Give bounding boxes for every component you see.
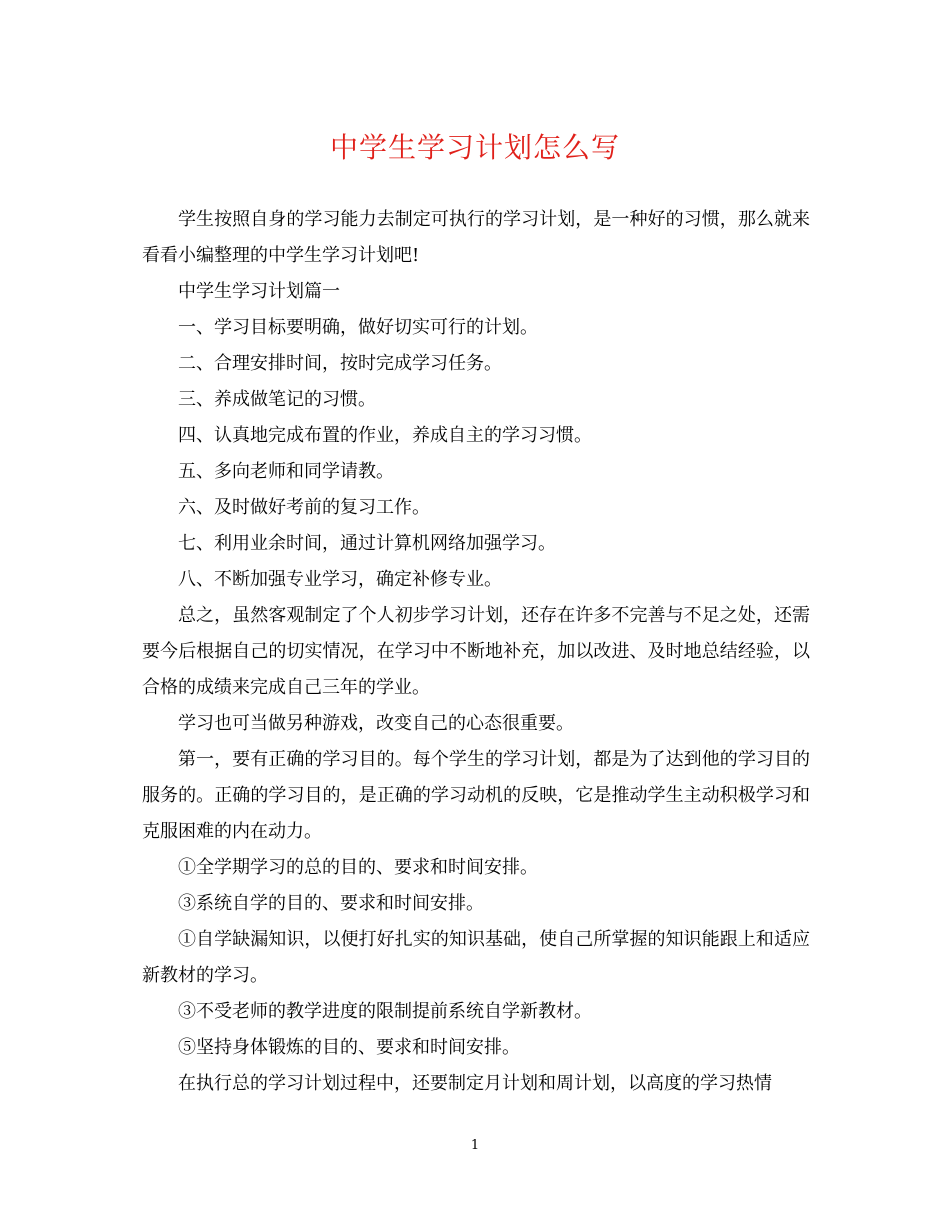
list-item: 三、养成做笔记的习惯。 [178, 389, 376, 410]
list-item: 二、合理安排时间，按时完成学习任务。 [178, 353, 502, 374]
list-item: 七、利用业余时间，通过计算机网络加强学习。 [178, 533, 556, 554]
page-number: 1 [470, 1138, 480, 1153]
list-item: ⑤坚持身体锻炼的目的、要求和时间安排。 [178, 1037, 520, 1058]
list-item: ③不受老师的教学进度的限制提前系统自学新教材。 [178, 1001, 592, 1022]
list-item: ①自学缺漏知识，以便打好扎实的知识基础，使自己所掌握的知识能跟上和适应新教材的学习。 [142, 929, 810, 986]
list-item: 六、及时做好考前的复习工作。 [178, 497, 430, 518]
list-item: ③系统自学的目的、要求和时间安排。 [178, 893, 484, 914]
body-paragraph: 第一，要有正确的学习目的。每个学生的学习计划，都是为了达到他的学习目的服务的。正确的学习目的，是正确的学习动机的反映，它是推动学生主动积极学习和克服困难的内在动力。 [142, 749, 810, 842]
section-heading: 中学生学习计划篇一 [178, 281, 340, 302]
list-item: 四、认真地完成布置的作业，养成自主的学习习惯。 [178, 425, 592, 446]
document-title: 中学生学习计划怎么写 [329, 131, 620, 164]
list-item: 八、不断加强专业学习，确定补修专业。 [178, 569, 502, 590]
body-paragraph: 学习也可当做另种游戏，改变自己的心态很重要。 [178, 713, 574, 734]
intro-paragraph: 学生按照自身的学习能力去制定可执行的学习计划，是一种好的习惯，那么就来看看小编整理的中学生学习计划吧! [142, 209, 810, 266]
list-item: 一、学习目标要明确，做好切实可行的计划。 [178, 317, 538, 338]
document-body [142, 202, 810, 1102]
summary-paragraph: 总之，虽然客观制定了个人初步学习计划，还存在许多不完善与不足之处，还需要今后根据自己的切实情况，在学习中不断地补充，加以改进、及时地总结经验，以合格的成绩来完成自己三年的学业。 [142, 605, 810, 698]
body-paragraph: 在执行总的学习计划过程中，还要制定月计划和周计划，以高度的学习热情 [178, 1073, 772, 1094]
list-item: ①全学期学习的总的目的、要求和时间安排。 [178, 857, 538, 878]
list-item: 五、多向老师和同学请教。 [178, 461, 394, 482]
